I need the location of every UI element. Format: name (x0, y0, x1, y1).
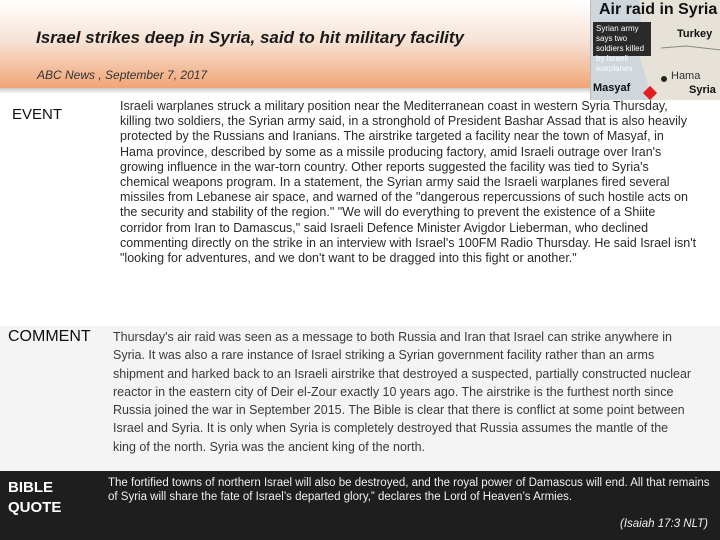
map-caption: Syrian army says two soldiers killed by Israeli warplanes (593, 22, 651, 56)
event-text: Israeli warplanes struck a military position near the Mediterranean coast in western Syria Thursday, killing two soldiers, the Syrian army said, in a stronghold of President Bashar Assad that is also heavily protected by the Russians and Iranians. The airstrike targeted a facility near the town of Masyaf, in Hama province, described by some as a missile producing factory, amid Israeli outrage over Iran's growing influence in the war-torn country. Other reports suggested the facility was tied to Syria's chemical weapons program. In a statement, the Syrian army said the Israeli warplanes fired several missiles from Lebanese air space, and warned of the "dangerous repercussions of such hostile acts on the security and stability of the region." "We will do everything to prevent the existence of a Shiite corridor from Iran to Damascus," said Israeli Defence Minister Avigdor Lieberman, who declined commenting directly on the strike in an interview with Israel's 100FM Radio Thursday. He said Israel isn't "looking for adventures, and we don't want to be dragged into this fight or another." (120, 99, 697, 266)
map-label-turkey: Turkey (677, 28, 713, 40)
hama-marker (661, 76, 667, 82)
map-label-syria: Syria (689, 84, 716, 96)
bible-quote-label: BIBLE QUOTE (8, 479, 62, 516)
bible-reference: (Isaiah 17:3 NLT) (620, 518, 708, 530)
bible-quote-text: The fortified towns of northern Israel will also be destroyed, and the royal power of Damascus will end. All that remains of Syria will share the fate of Israel’s departed glory,” declares the Lord of Heaven’s Armies. (108, 477, 710, 503)
map-label-hama: Hama (671, 70, 701, 82)
map-label-masyaf: Masyaf (593, 82, 631, 94)
map-title: Air raid in Syria (599, 1, 718, 18)
source-date: ABC News , September 7, 2017 (37, 68, 208, 82)
event-label: EVENT (12, 106, 63, 123)
comment-label: COMMENT (8, 328, 91, 345)
comment-text: Thursday's air raid was seen as a message to both Russia and Iran that Israel can strike anywhere in Syria. It was also a rare instance of Israel striking a Syrian government facility rather than an arms shipment and harked back to an Israeli airstrike that destroyed a suspected, partially constructed nuclear reactor in the eastern city of Deir el-Zour exactly 10 years ago. The airstrike is the furthest north since Russia joined the war in September 2015. The Bible is clear that there is conflict at some point between Israel and Syria. It is only when Syria is completely destroyed that Russia assumes the mantle of the king of the north. Syria was the ancient king of the north. (113, 330, 692, 454)
page-title: Israel strikes deep in Syria, said to hit military facility (36, 28, 465, 47)
syria-map-thumbnail (590, 0, 720, 100)
